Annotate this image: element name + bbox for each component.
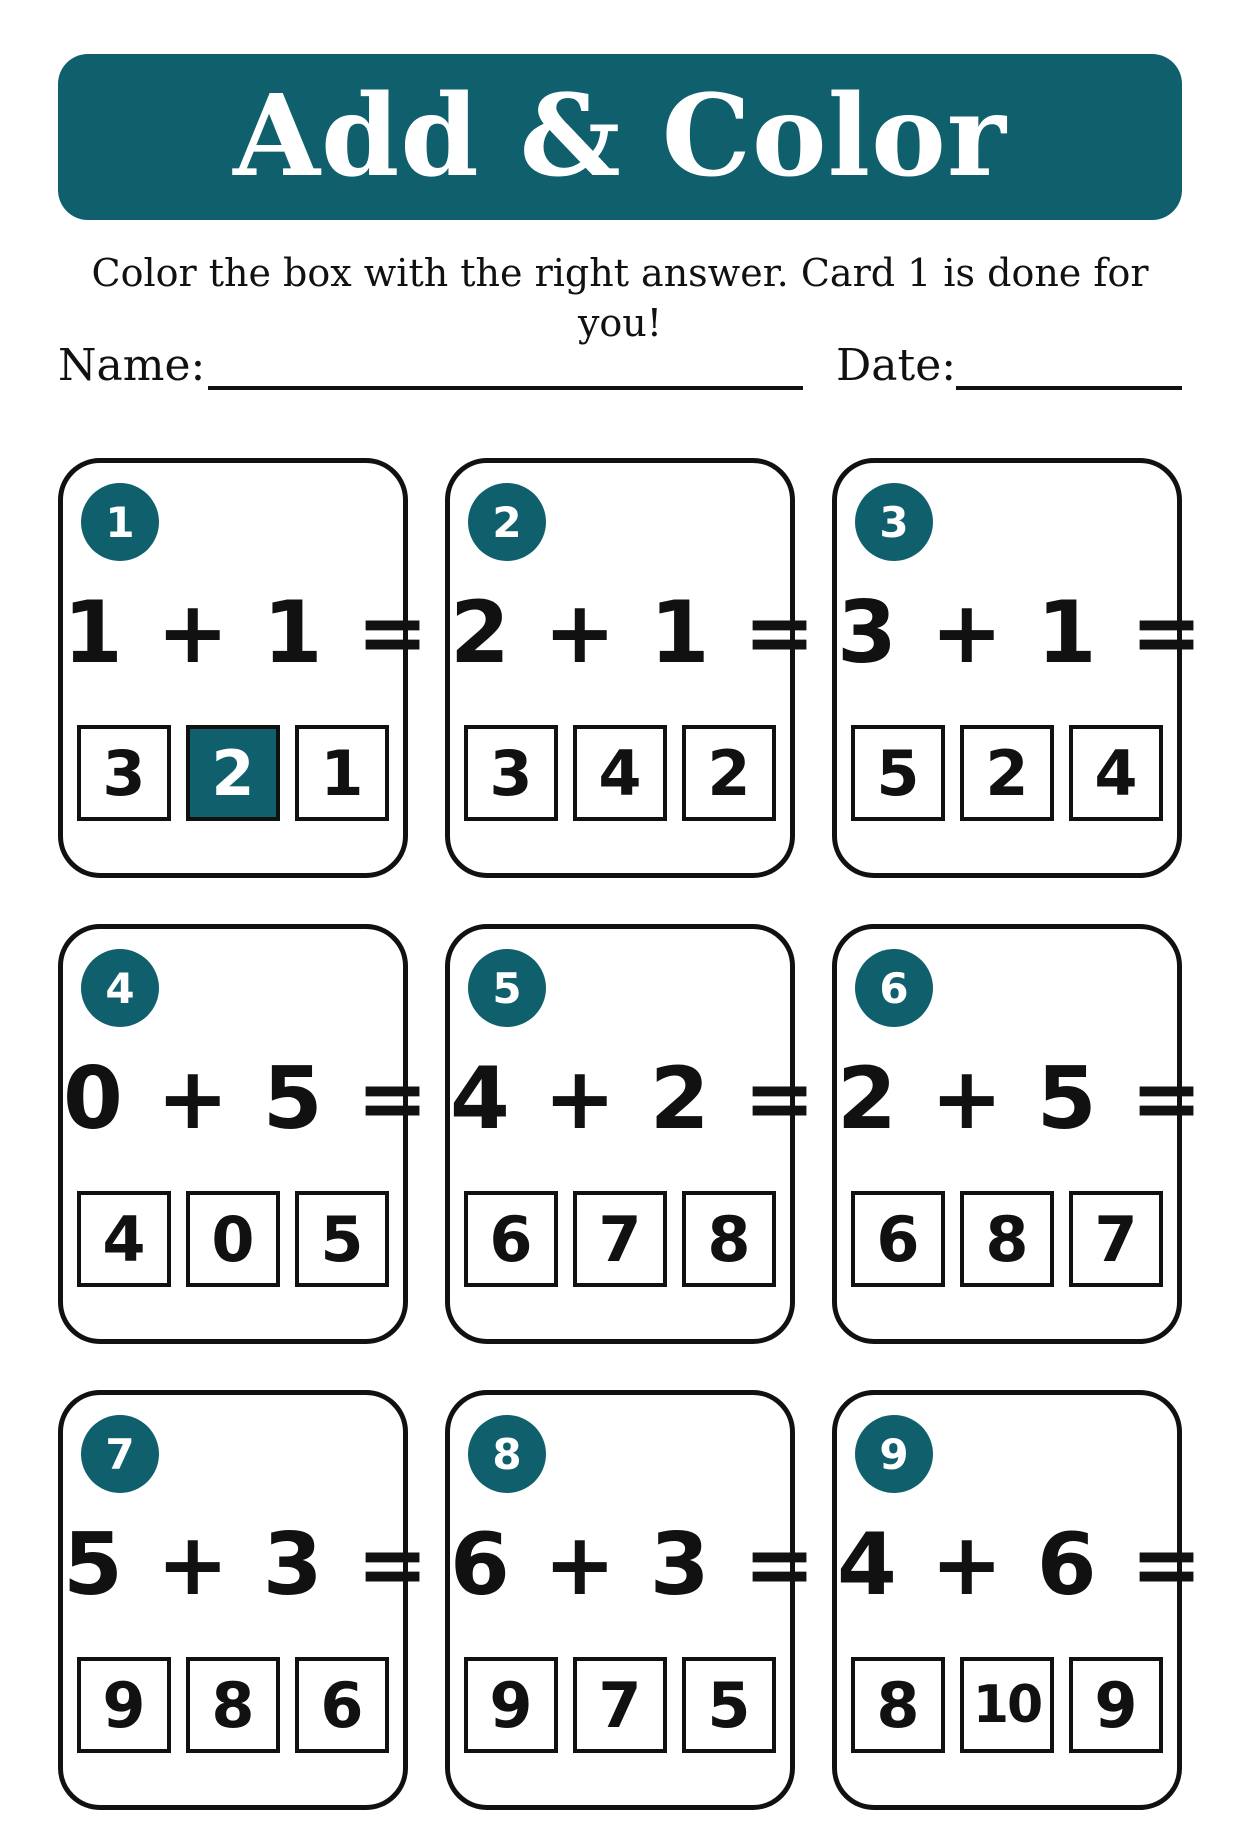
card-number-badge: 8 bbox=[468, 1415, 546, 1493]
problem-card-3 bbox=[832, 458, 1205, 878]
card-number-badge: 1 bbox=[81, 483, 159, 561]
answer-box[interactable]: 6 bbox=[851, 1191, 945, 1287]
answer-box[interactable]: 4 bbox=[573, 725, 667, 821]
equation: 4 + 2 = bbox=[450, 1049, 818, 1149]
answer-box[interactable]: 3 bbox=[464, 725, 558, 821]
card-number-badge: 4 bbox=[81, 949, 159, 1027]
equation: 4 + 6 = bbox=[837, 1515, 1205, 1615]
answer-box[interactable]: 1 bbox=[295, 725, 389, 821]
equation: 6 + 3 = bbox=[450, 1515, 818, 1615]
date-label: Date: bbox=[836, 340, 957, 391]
instructions: Color the box with the right answer. Card 1 is done for you! bbox=[91, 251, 1149, 345]
answer-box[interactable]: 2 bbox=[682, 725, 776, 821]
answer-box[interactable]: 5 bbox=[682, 1657, 776, 1753]
answer-box[interactable]: 0 bbox=[186, 1191, 280, 1287]
title-banner bbox=[58, 54, 1182, 220]
name-label: Name: bbox=[58, 340, 206, 391]
equation: 2 + 5 = bbox=[837, 1049, 1205, 1149]
answer-choices bbox=[851, 1191, 1163, 1287]
answer-box[interactable]: 6 bbox=[295, 1657, 389, 1753]
problem-card-2 bbox=[445, 458, 818, 878]
answer-choices bbox=[77, 725, 389, 821]
answer-box[interactable]: 7 bbox=[573, 1191, 667, 1287]
card-number-badge: 9 bbox=[855, 1415, 933, 1493]
answer-box[interactable]: 9 bbox=[464, 1657, 558, 1753]
equation: 0 + 5 = bbox=[63, 1049, 431, 1149]
problem-card-7 bbox=[58, 1390, 431, 1810]
answer-box[interactable]: 5 bbox=[851, 725, 945, 821]
page-title: Add & Color bbox=[233, 71, 1007, 202]
answer-choices bbox=[851, 1657, 1163, 1753]
problem-card-1 bbox=[58, 458, 431, 878]
answer-choices bbox=[851, 725, 1163, 821]
answer-box[interactable]: 10 bbox=[960, 1657, 1054, 1753]
answer-box[interactable]: 2 bbox=[186, 725, 280, 821]
card-number-badge: 6 bbox=[855, 949, 933, 1027]
equation: 2 + 1 = bbox=[450, 583, 818, 683]
answer-box[interactable]: 3 bbox=[77, 725, 171, 821]
answer-choices bbox=[464, 1191, 776, 1287]
problem-card-6 bbox=[832, 924, 1205, 1344]
answer-box[interactable]: 8 bbox=[682, 1191, 776, 1287]
answer-box[interactable]: 4 bbox=[77, 1191, 171, 1287]
answer-box[interactable]: 8 bbox=[851, 1657, 945, 1753]
answer-box[interactable]: 2 bbox=[960, 725, 1054, 821]
equation: 3 + 1 = bbox=[837, 583, 1205, 683]
problem-grid bbox=[58, 458, 1205, 1810]
equation: 1 + 1 = bbox=[63, 583, 431, 683]
card-number-badge: 5 bbox=[468, 949, 546, 1027]
problem-card-5 bbox=[445, 924, 818, 1344]
problem-card-8 bbox=[445, 1390, 818, 1810]
answer-box[interactable]: 4 bbox=[1069, 725, 1163, 821]
card-number-badge: 3 bbox=[855, 483, 933, 561]
problem-card-9 bbox=[832, 1390, 1205, 1810]
answer-box[interactable]: 9 bbox=[1069, 1657, 1163, 1753]
card-number-badge: 7 bbox=[81, 1415, 159, 1493]
answer-choices bbox=[464, 725, 776, 821]
name-field[interactable] bbox=[208, 386, 803, 390]
equation: 5 + 3 = bbox=[63, 1515, 431, 1615]
answer-box[interactable]: 7 bbox=[573, 1657, 667, 1753]
problem-card-4 bbox=[58, 924, 431, 1344]
answer-box[interactable]: 7 bbox=[1069, 1191, 1163, 1287]
name-date-row bbox=[58, 338, 1182, 394]
answer-box[interactable]: 5 bbox=[295, 1191, 389, 1287]
answer-box[interactable]: 6 bbox=[464, 1191, 558, 1287]
answer-choices bbox=[77, 1191, 389, 1287]
answer-box[interactable]: 9 bbox=[77, 1657, 171, 1753]
answer-box[interactable]: 8 bbox=[186, 1657, 280, 1753]
date-field[interactable] bbox=[956, 386, 1182, 390]
answer-box[interactable]: 8 bbox=[960, 1191, 1054, 1287]
answer-choices bbox=[77, 1657, 389, 1753]
card-number-badge: 2 bbox=[468, 483, 546, 561]
answer-choices bbox=[464, 1657, 776, 1753]
